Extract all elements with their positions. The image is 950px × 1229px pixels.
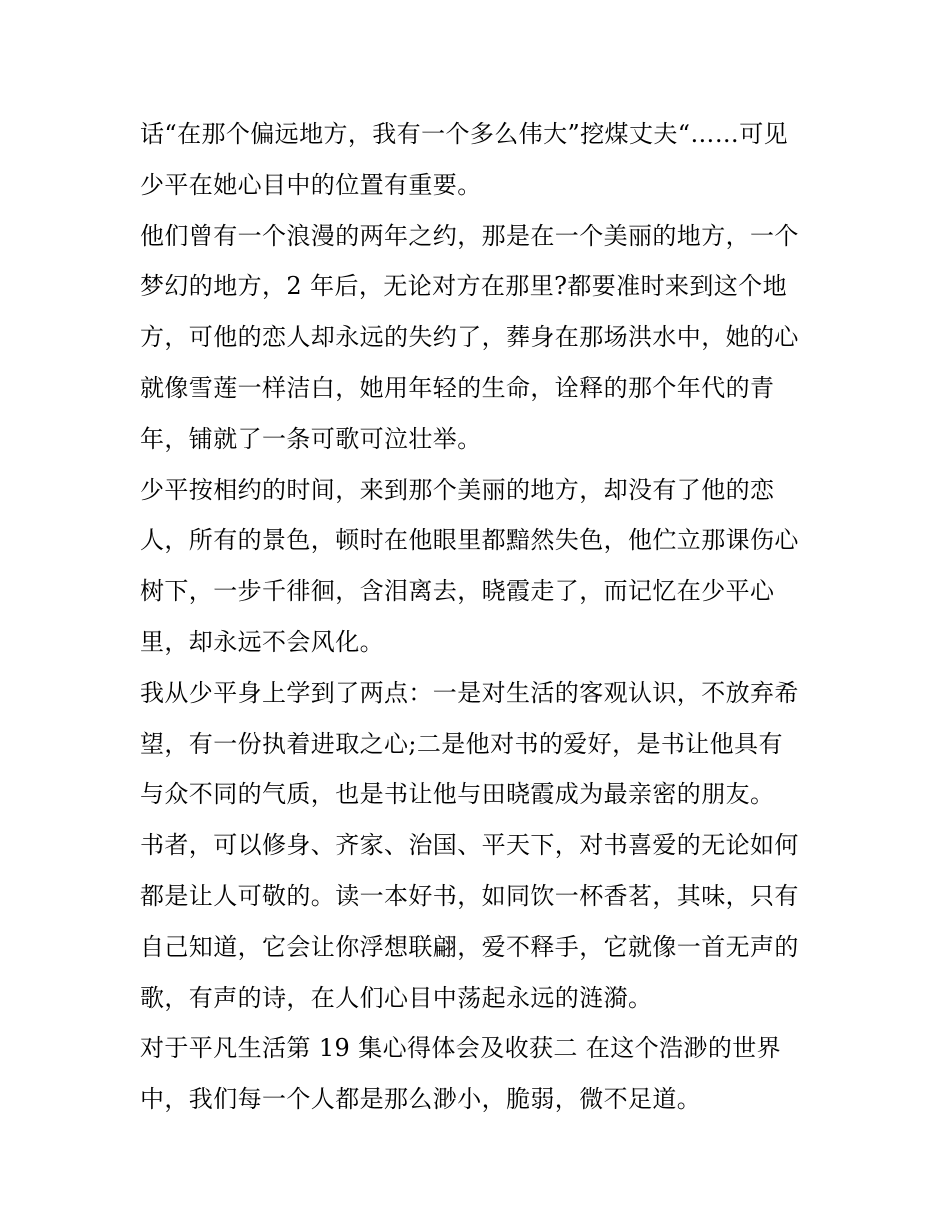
text-line: 人，所有的景色，顿时在他眼里都黯然失色，他伫立那课伤心 (140, 526, 799, 555)
text-line: 望，有一份执着进取之心;二是他对书的爱好，是书让他具有 (140, 729, 783, 758)
text-line: 年，铺就了一条可歌可泣壮举。 (140, 424, 482, 453)
text-line: 歌，有声的诗，在人们心目中荡起永远的涟漪。 (140, 983, 653, 1012)
text-line: 少平在她心目中的位置有重要。 (140, 170, 482, 199)
text-line: 方，可他的恋人却永远的失约了，葬身在那场洪水中，她的心 (140, 323, 799, 352)
text-line: 梦幻的地方，2 年后，无论对方在那里?都要准时来到这个地 (140, 272, 787, 301)
text-line: 我从少平身上学到了两点：一是对生活的客观认识，不放弃希 (140, 678, 799, 707)
text-line: 自己知道，它会让你浮想联翩，爱不释手，它就像一首无声的 (140, 932, 799, 961)
text-line: 他们曾有一个浪漫的两年之约，那是在一个美丽的地方，一个 (140, 221, 799, 250)
text-line: 对于平凡生活第 19 集心得体会及收获二 在这个浩渺的世界 (140, 1034, 782, 1063)
text-line: 树下，一步千徘徊，含泪离去，晓霞走了，而记忆在少平心 (140, 577, 775, 606)
text-line: 少平按相约的时间，来到那个美丽的地方，却没有了他的恋 (140, 475, 775, 504)
text-line: 与众不同的气质，也是书让他与田晓霞成为最亲密的朋友。 (140, 780, 775, 809)
text-line: 话“在那个偏远地方，我有一个多么伟大”挖煤丈夫“……可见 (140, 120, 789, 148)
text-line: 书者，可以修身、齐家、治国、平天下，对书喜爱的无论如何 (140, 831, 799, 860)
text-line: 里，却永远不会风化。 (140, 627, 384, 656)
text-line: 都是让人可敬的。读一本好书，如同饮一杯香茗，其味，只有 (140, 881, 799, 910)
text-line: 中，我们每一个人都是那么渺小，脆弱，微不足道。 (140, 1085, 702, 1114)
document-body (140, 109, 820, 1125)
text-line: 就像雪莲一样洁白，她用年轻的生命，诠释的那个年代的青 (140, 373, 775, 402)
